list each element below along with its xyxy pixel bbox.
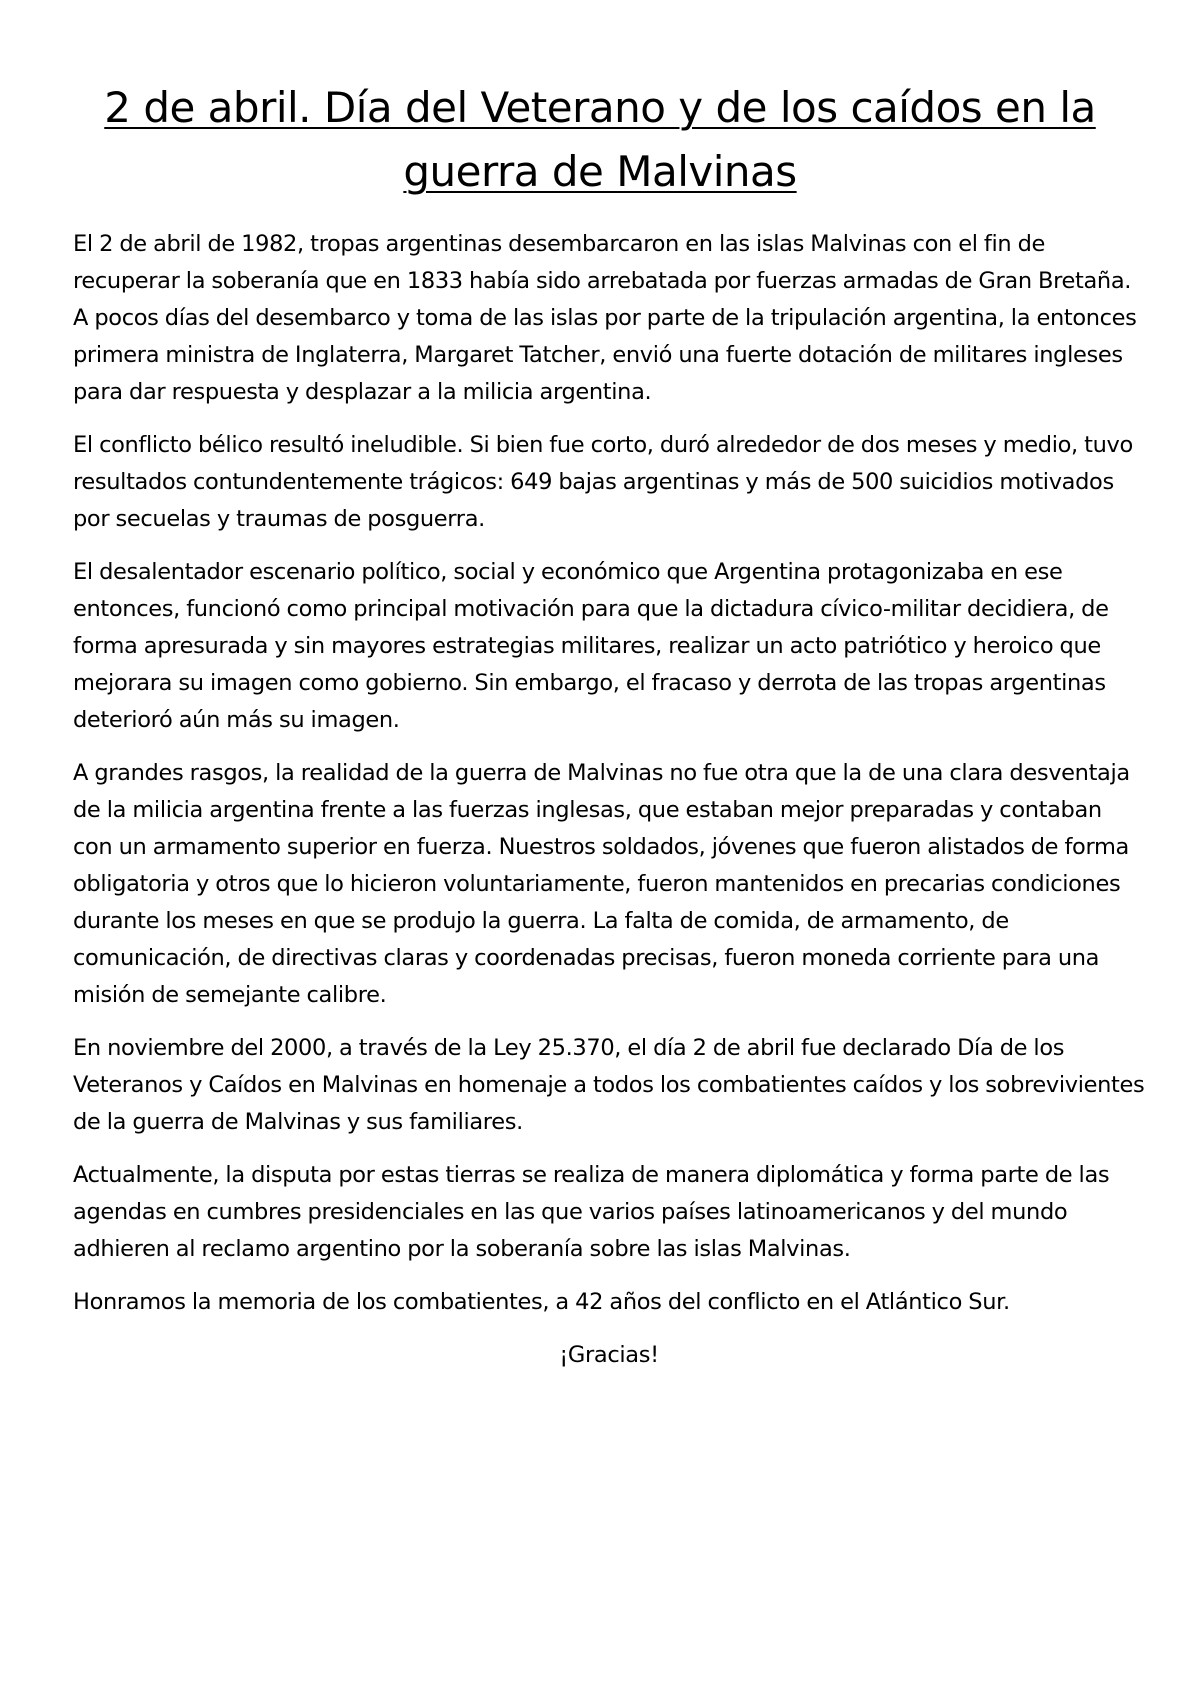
paragraph-4: A grandes rasgos, la realidad de la guerra de Malvinas no fue otra que la de una clara desventaja de la milicia argentina frente a las fuerzas inglesas, que estaban mejor preparadas y contaban con un armamento superior en fuerza. Nuestros soldados, jóvenes que fueron alistados de forma obligatoria y otros que lo hicieron voluntariamente, fueron mantenidos en precarias condiciones durante los meses en que se produjo la guerra. La falta de comida, de armamento, de comunicación, de directivas claras y coordenadas precisas, fueron moneda corriente para una misión de semejante calibre. bbox=[73, 760, 1130, 1008]
document-title: 2 de abril. Día del Veterano y de los caídos en la guerra de Malvinas bbox=[104, 83, 1096, 196]
paragraph-6: Actualmente, la disputa por estas tierras se realiza de manera diplomática y forma parte de las agendas en cumbres presidenciales en las que varios países latinoamericanos y del mundo adhieren al reclamo argentino por la soberanía sobre las islas Malvinas. bbox=[73, 1162, 1110, 1262]
paragraph-3: El desalentador escenario político, social y económico que Argentina protagonizaba en ese entonces, funcionó como principal motivación para que la dictadura cívico-militar decidiera, de forma apresurada y sin mayores estrategias militares, realizar un acto patriótico y heroico que mejorara su imagen como gobierno. Sin embargo, el fracaso y derrota de las tropas argentinas deterioró aún más su imagen. bbox=[73, 559, 1109, 733]
paragraph-7: Honramos la memoria de los combatientes, a 42 años del conflicto en el Atlántico Sur. bbox=[73, 1289, 1010, 1315]
paragraph-2: El conflicto bélico resultó ineludible. Si bien fue corto, duró alrededor de dos meses y medio, tuvo resultados contundentemente trágicos: 649 bajas argentinas y más de 500 suicidios motivados por secuelas y traumas de posguerra. bbox=[73, 432, 1133, 532]
closing-text: ¡Gracias! bbox=[559, 1342, 659, 1368]
paragraph-1: El 2 de abril de 1982, tropas argentinas desembarcaron en las islas Malvinas con el fin de recuperar la soberanía que en 1833 había sido arrebatada por fuerzas armadas de Gran Bretaña. A pocos días del desembarco y toma de las islas por parte de la tripulación argentina, la entonces primera ministra de Inglaterra, Margaret Tatcher, envió una fuerte dotación de militares ingleses para dar respuesta y desplazar a la milicia argentina. bbox=[73, 231, 1137, 405]
paragraph-5: En noviembre del 2000, a través de la Ley 25.370, el día 2 de abril fue declarado Día de los Veteranos y Caídos en Malvinas en homenaje a todos los combatientes caídos y los sobrevivientes de la guerra de Malvinas y sus familiares. bbox=[73, 1035, 1145, 1135]
document-body bbox=[73, 226, 1145, 1390]
